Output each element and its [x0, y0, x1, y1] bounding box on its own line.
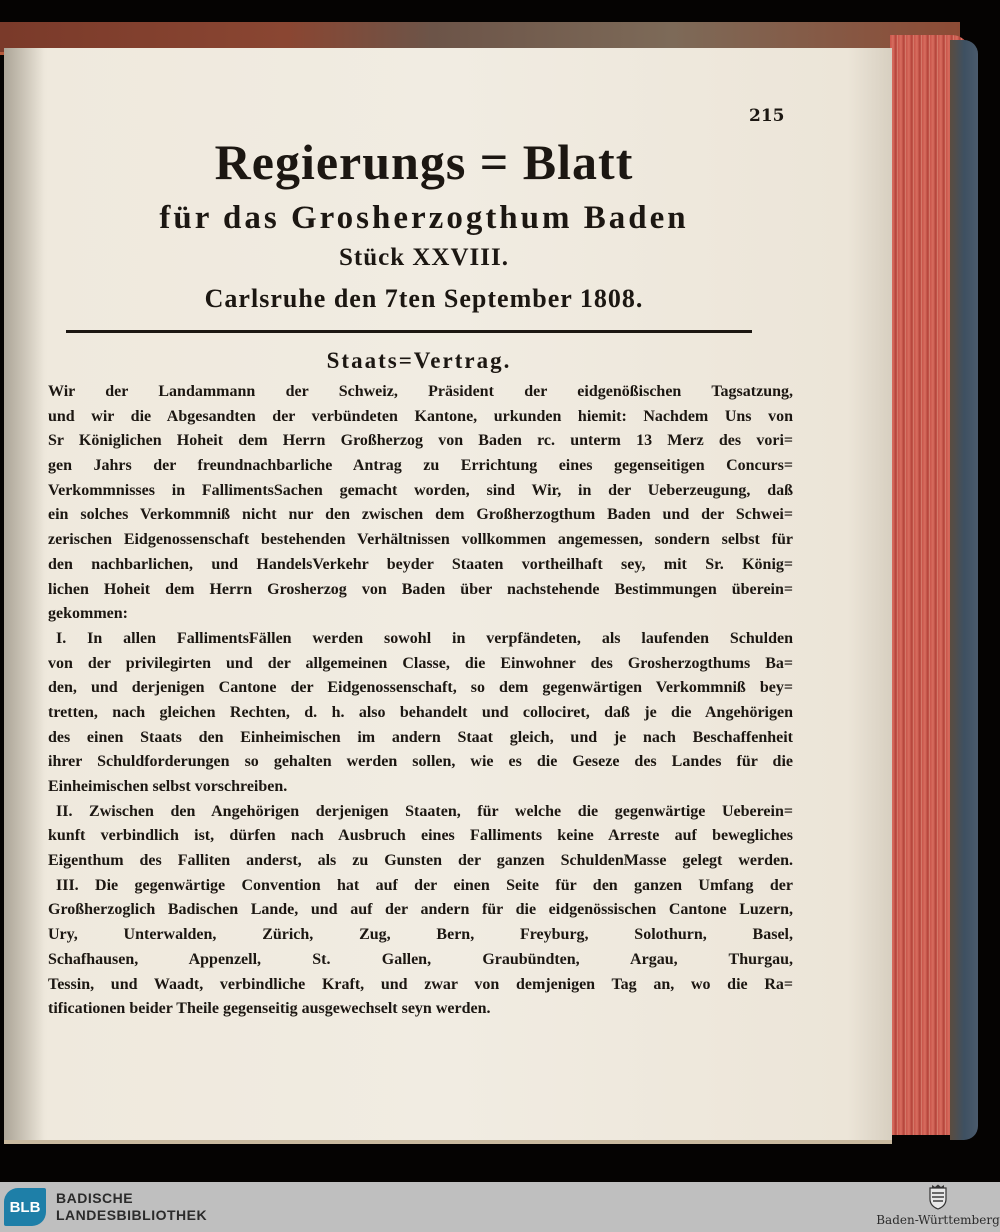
text-line: gekommen: — [48, 605, 128, 623]
text-line: ihrer Schuldforderungen so gehalten werden sollen, wie es die Geseze des Landes für die — [48, 753, 793, 771]
issue-number: Stück XXVIII. — [339, 244, 509, 271]
library-name-line1: BADISCHE — [56, 1190, 134, 1206]
text-line: Tessin, und Waadt, verbindliche Kraft, und zwar von demjenigen Tag an, wo die Ra= — [48, 975, 793, 993]
text-line: von der privilegirten und der allgemeinen Classe, die Einwohner des Grosherzogthums Ba= — [48, 654, 793, 672]
text-line: kunft verbindlich ist, dürfen nach Ausbruch eines Falliments keine Arreste auf bewegliches — [48, 827, 793, 845]
text-line: Wir der Landammann der Schweiz, Präsident der eidgenößischen Tagsatzung, — [48, 383, 793, 400]
footer-bar — [0, 1182, 1000, 1232]
text-line: Ury, Unterwalden, Zürich, Zug, Bern, Freyburg, Solothurn, Basel, — [48, 926, 793, 944]
library-name-line2: LANDESBIBLIOTHEK — [56, 1207, 208, 1223]
text-line: tretten, nach gleichen Rechten, d. h. also behandelt und collociret, daß je die Angehörigen — [48, 703, 793, 721]
text-line: gen Jahrs der freundnachbarliche Antrag zu Errichtung eines gegenseitigen Concurs= — [48, 457, 793, 475]
text-line: Sr Königlichen Hoheit dem Herrn Großherzog von Baden rc. unterm 13 Merz des vori= — [48, 432, 793, 450]
text-line: den nachbarlichen, und HandelsVerkehr beyder Staaten vortheilhaft sey, mit Sr. König= — [48, 555, 793, 573]
page-title: Regierungs = Blatt — [214, 134, 634, 190]
text-line: Verkommnisses in FallimentsSachen gemacht worden, sind Wir, in der Ueberzeugung, daß — [48, 481, 793, 499]
blb-logo[interactable]: BLB — [4, 1188, 46, 1226]
book-cover-edge — [950, 40, 978, 1140]
document-page — [4, 48, 892, 1144]
text-line: I. In allen FallimentsFällen werden sowohl in verpfändeten, als laufenden Schulden — [56, 629, 793, 647]
text-line: tificationen beider Theile gegenseitig ausgewechselt seyn werden. — [48, 1000, 491, 1018]
section-heading: Staats=Vertrag. — [326, 348, 512, 373]
text-line: den, und derjenigen Cantone der Eidgenossenschaft, so dem gegenwärtigen Verkommniß bey= — [48, 679, 793, 697]
text-line: II. Zwischen den Angehörigen derjenigen Staaten, für welche die gegenwärtige Ueberein= — [56, 802, 793, 820]
body-text — [48, 380, 793, 1022]
text-line: Einheimischen selbst vorschreiben. — [48, 778, 288, 795]
text-line: des einen Staats den Einheimischen im andern Staat gleich, und je nach Beschaffenheit — [48, 728, 793, 746]
coat-of-arms-icon — [928, 1184, 948, 1210]
library-name — [56, 1190, 207, 1224]
page-subtitle: für das Grosherzogthum Baden — [159, 200, 689, 236]
text-line: Eigenthum des Falliten anderst, als zu Gunsten der ganzen SchuldenMasse gelegt werden. — [48, 852, 793, 870]
text-line: Schafhausen, Appenzell, St. Gallen, Graubündten, Argau, Thurgau, — [48, 950, 793, 968]
state-name: Baden-Württemberg — [876, 1213, 1000, 1227]
text-line: Großherzoglich Badischen Lande, und auf der andern für die eidgenössischen Cantone Luzern, — [48, 901, 793, 919]
text-line: ein solches Verkommniß nicht nur den zwischen dem Großherzogthum Baden und der Schwei= — [48, 506, 793, 524]
text-line: und wir die Abgesandten der verbündeten Kantone, urkunden hiemit: Nachdem Uns von — [48, 407, 793, 425]
text-line: zerischen Eidgenossenschaft bestehenden Verhältnissen vollkommen angemessen, sondern selbst für — [48, 531, 793, 549]
text-line: lichen Hoheit dem Herrn Grosherzog von Baden über nachstehende Bestimmungen überein= — [48, 580, 793, 598]
page-number: 215 — [749, 106, 785, 126]
divider-rule — [66, 330, 752, 333]
text-line: III. Die gegenwärtige Convention hat auf der einen Seite für den ganzen Umfang der — [56, 876, 793, 894]
date-line: Carlsruhe den 7ten September 1808. — [204, 284, 644, 313]
